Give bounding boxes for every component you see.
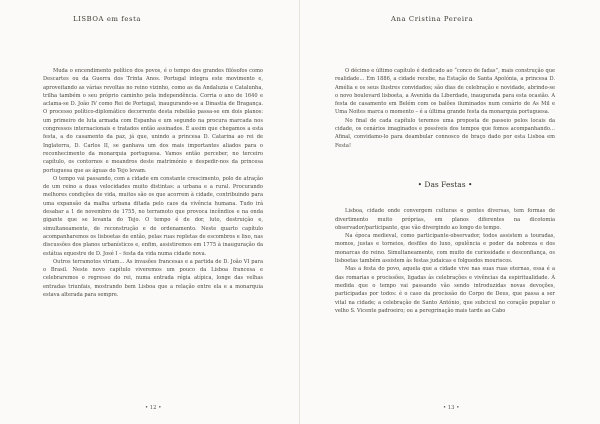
- page-number-left: • 12 •: [145, 405, 162, 411]
- paragraph: O décimo e último capítulo é dedicado ao “conco de fadas”, mais construção que realidade… Em 1886, a cidade recebe, na Estação de Santa Apolónia, a princesa D. Amélia e os seus ilustres convidados; são dias de celebração e novidade, abrindo-se o novo boulevard lisboeta, a Avenida da Liberdade, inaugurada para esta ocasião. A festa de casamento em Belém com os balões iluminados num cenário de As Mil e Uma Noites marca o momento – é a última grande festa da monarquia portuguesa.: [335, 68, 555, 116]
- paragraph: No final de cada capítulo teremos uma proposta de passeio pelos locais da cidade, os cenários imaginados e possíveis dos tempos que fomos acompanhando… Afinal, convidamo-lo para deambular connosco de braço dado por esta Lisboa em Festa!: [335, 117, 555, 149]
- paragraph: Lisboa, cidade onde convergem culturas e gentes diversas, tem formas de divertimento muito próprias, em planos diferentes na dicotomia observador/participante, que vão divergindo ao longo do tempo.: [335, 208, 555, 231]
- running-header-right: Ana Cristina Pereira: [391, 15, 474, 23]
- paragraph: O tempo vai passando, com a cidade em constante crescimento, polo de atração de um reino a duas velocidades muito distintas: a urbana e a rural. Procurando melhores condições de vida, muitos são os que acorrem à cidade, contribuindo para uma expansão da malha urbana ditada pelo caos da vivência humana. Tudo irá desabar a 1 de novembro de 1755, no terramoto que provoca incêndios e na onda gigante que se levanta do Tejo. O tempo é de dor, luto, destruição e, simultaneamente, de reconstrução e de ordenamento. Neste quarto capítulo acompanharemos os lisboetas de então, pelas ruas repletas de escombros e lixo, nas discussões dos planos urbanísticos e, enfim, assistiremos em 1775 à inauguração da estátua equestre de D. José I – festa da vida numa cidade nova.: [43, 175, 263, 257]
- page-number-right: • 13 •: [443, 405, 460, 411]
- paragraph: Mas a festa do povo, aquela que a cidade vive nas suas ruas eternas, essa é a das romarias e procissões, ligadas às celebrações e vivências da espiritualidade. À medida que o tempo vai passando vão sendo introduzidas novas devoções, participadas por todos: é o caso da procissão do Corpo de Deus, que passa a ser vital na cidade; a celebração de Santo António, que subcicul no coração popular o velho S. Vicente padroeiro; ou a peregrinação mais tarde ao Cabo: [335, 266, 555, 314]
- paragraph: Na época medieval, como participante-observador, todos assistem a touradas, momos, justas e torneios, desfiles do luxo, opulência e poder da nobreza e dos monarcas do reino. Simultaneamente, com muito de curiosidade e desconfiança, os lisboetas também assistem às festas judaicas e folguedos mouriscos.: [335, 233, 555, 265]
- right-page: [300, 0, 600, 424]
- left-page-body: [43, 67, 263, 299]
- paragraph: Muda o encendimento político dos povos, é o tempo dos grandes filósofos como Descartes ou da Guerra dos Trinta Anos. Portugal integra este movimento e, aproveitando as várias revoltas no reino vizinho, como as da Andaluzia e Catalunha, trilha também o seu próprio caminho pela independência. Corria o ano de 1640 e aclama-se D. João IV como Rei de Portugal, inaugurando-se a Dinastia de Bragança. O processo político-diplomático decorrente desta rebelião passa-se em dois planos: um primeiro de luta armada com Espanha e um segundo na procura marcada nos congressos internacionais e tratados então assinados. É assim que chegamos a esta festa, a do casamento da paz, já que, unindo a princesa D. Catarina ao rei de Inglaterra, D. Carlos II, se ganhava um dos mais importantes aliados para o reconhecimento da monarquia portuguesa. Vamos então perceber, no terceiro capítulo, os contornos e meandros deste matrimónio e despedir-nos da princesa portuguesa que as águas do Tejo levam.: [43, 68, 263, 174]
- section-title: • Das Festas •: [417, 179, 473, 189]
- paragraph: Outros terramotos viriam… As invasões francesas e a partida de D. João VI para o Brasil. Neste novo capítulo viveremos um pouco da Lisboa francesa e celebraremos o regresso do rei, numa entrada régia atípica, longe das velhas entradas triunfais, mostrando bem Lisboa que a relação entre ela e a monarquia estava alterada para sempre.: [43, 258, 263, 299]
- running-header-left: LISBOA em festa: [73, 15, 142, 23]
- right-page-body: [335, 67, 555, 315]
